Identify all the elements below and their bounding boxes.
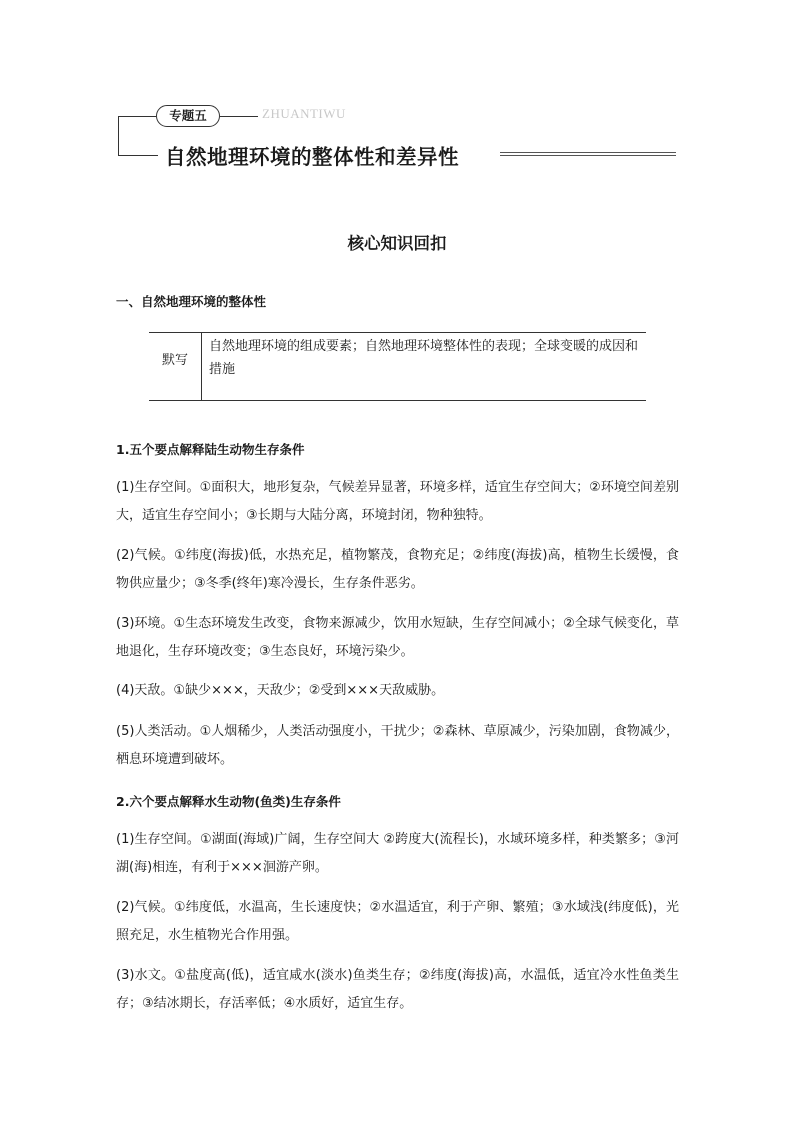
badge-connector-line bbox=[220, 116, 258, 117]
recitation-table bbox=[149, 332, 646, 401]
recitation-content: 自然地理环境的组成要素；自然地理环境整体性的表现；全球变暖的成因和措施 bbox=[209, 339, 639, 377]
part-1-item-1: (1)生存空间。①面积大，地形复杂，气候差异显著，环境多样，适宜生存空间大；②环境空间差别大，适宜生存空间小；③长期与大陆分离，环境封闭，物种独特。 bbox=[116, 480, 679, 523]
part-1-title: 1.五个要点解释陆生动物生存条件 bbox=[116, 442, 305, 457]
part-1-item-3: (3)环境。①生态环境发生改变，食物来源减少，饮用水短缺，生存空间减小；②全球气候变化，草地退化，生存环境改变；③生态良好，环境污染少。 bbox=[116, 616, 679, 659]
part-2-item-3: (3)水文。①盐度高(低)，适宜咸水(淡水)鱼类生存；②纬度(海拔)高，水温低，适宜冷水性鱼类生存；③结冰期长，存活率低；④水质好，适宜生存。 bbox=[116, 968, 679, 1011]
title-double-rule bbox=[500, 152, 676, 156]
topic-pinyin-label: ZHUANTIWU bbox=[262, 106, 346, 121]
topic-badge: 专题五 bbox=[156, 105, 220, 127]
chapter-title: 自然地理环境的整体性和差异性 bbox=[165, 145, 459, 169]
topic-banner bbox=[0, 0, 794, 180]
heading-wholeness: 一、自然地理环境的整体性 bbox=[116, 294, 267, 309]
bracket-bottom-line bbox=[118, 155, 158, 156]
part-1-item-4: (4)天敌。①缺少×××，天敌少；②受到×××天敌威胁。 bbox=[116, 683, 445, 698]
bracket-vertical-line bbox=[118, 116, 119, 155]
part-1-item-2: (2)气候。①纬度(海拔)低，水热充足，植物繁茂，食物充足；②纬度(海拔)高，植物生长缓慢，食物供应量少；③冬季(终年)寒冷漫长，生存条件恶劣。 bbox=[116, 548, 679, 591]
recitation-label: 默写 bbox=[149, 333, 202, 400]
part-1-item-5: (5)人类活动。①人烟稀少，人类活动强度小，干扰少；②森林、草原减少，污染加剧，食物减少，栖息环境遭到破坏。 bbox=[116, 724, 679, 767]
part-2-item-2: (2)气候。①纬度低，水温高，生长速度快；②水温适宜，利于产卵、繁殖；③水域浅(纬度低)，光照充足，水生植物光合作用强。 bbox=[116, 900, 679, 943]
section-title: 核心知识回扣 bbox=[347, 234, 447, 253]
part-2-title: 2.六个要点解释水生动物(鱼类)生存条件 bbox=[116, 794, 341, 809]
bracket-top-line bbox=[118, 116, 156, 117]
part-2-item-1: (1)生存空间。①湖面(海域)广阔，生存空间大 ②跨度大(流程长)，水域环境多样，种类繁多；③河湖(海)相连，有利于×××洄游产卵。 bbox=[116, 832, 679, 875]
